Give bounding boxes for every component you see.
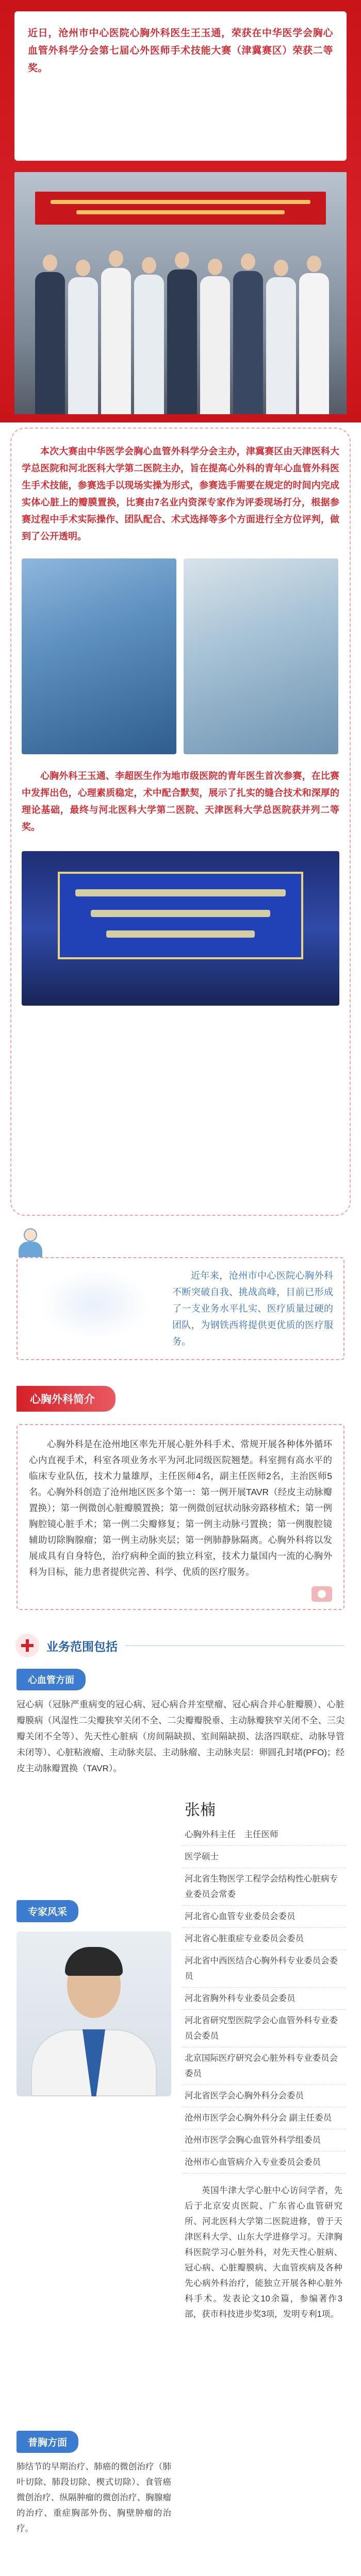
expert-title-item: 河北省胸外科专业委员会委员	[182, 1988, 346, 2010]
expert-title-item: 河北省心血管专业委员会委员	[182, 1906, 346, 1928]
highlight-decoration	[38, 1268, 152, 1341]
expert-title-item: 北京国际医疗研究会心脏外科专业委员会委员	[182, 2047, 346, 2085]
event-paragraph-2: 心胸外科王玉通、李超医生作为地市级医院的青年医生首次参赛，在比赛中发挥出色，心理素质稳定，术中配合默契，展示了扎实的缝合技术和深厚的理论基础，最终与河北医科大学第二医院、天津医科大学总医院获并列二等奖。	[22, 771, 339, 832]
expert-title-item: 河北省医学会心胸外科分会委员	[182, 2085, 346, 2107]
doctor-icon	[18, 1228, 43, 1258]
highlight-box	[17, 1257, 344, 1360]
hero-card	[14, 11, 347, 161]
expert-right-column	[182, 1797, 346, 2322]
thoracic-block	[17, 2431, 171, 2536]
cardiac-tag: 心血管方面	[17, 1669, 86, 1690]
stage-screen	[58, 872, 303, 959]
cardiac-scope-text: 冠心病（冠脉严重病变的冠心病、冠心病合并室壁瘤、冠心病合并心脏瓣膜）、心脏瓣膜病（风湿性二尖瓣狭窄关闭不全、二尖瓣瓣脱垂、主动脉瓣狭窄关闭不全、三尖瓣关闭不全等）、先天性心脏病（房间隔缺损、室间隔缺损、法洛四联症、动脉导管未闭等）、心脏粘液瘤、主动脉夹层、主动脉瘤、主动脉夹层：卵圆孔封堵(PFO)；经皮主动脉瓣置换（TAVR）。	[17, 1700, 344, 1773]
expert-name: 张楠	[185, 1802, 216, 1819]
surgery-practice-photo-1	[22, 558, 176, 754]
scope-title: 业务范围包括	[46, 1639, 118, 1653]
expert-title-item: 河北省生物医学工程学会结构性心脏病专业委员会常委	[182, 1868, 346, 1906]
award-banner	[35, 192, 326, 225]
expert-section	[0, 1797, 361, 2570]
hero-headline: 近日，沧州市中心医院心胸外科医生王玉通，荣获在中华医学会胸心血管外科学分会第七届心外医师手术技能大赛（津冀赛区）荣获二等奖。	[28, 28, 333, 74]
competition-photos	[22, 558, 339, 754]
highlight-text: 近年来，沧州市中心医院心胸外科不断突破自我、挑战高峰，目前已形成了一支业务水平扎实、医疗质量过硬的团队，为钢铁西将提供更优质的医疗服务。	[172, 1270, 333, 1347]
department-title: 心胸外科简介	[17, 1386, 116, 1412]
surgery-practice-photo-2	[184, 558, 338, 754]
camera-icon	[311, 1586, 332, 1602]
expert-title-item: 沧州市医学会胸心血管外科学组委员	[182, 2129, 346, 2151]
doctor-icon-row	[0, 1221, 361, 1257]
expert-title-item: 河北省心脏重症专业委员会委员	[182, 1928, 346, 1950]
expert-title-item: 沧州市医学会心胸外科分会 副主任委员	[182, 2107, 346, 2129]
scope-header	[0, 1634, 361, 1657]
department-intro-text: 心胸外科是在沧州地区率先开展心脏外科手术、常规开展各种体外循环心内直视手术，科室各项业务水平为河北同级医院翘楚。科室拥有高水平的临床专业队伍，技术力量雄厚，主任医师4名，副主任医师2名，主治医师5名。心胸外科创造了沧州地区医多个第一：第一例开展TAVR（经皮主动脉瓣置换）；第一例微创心脏瓣膜置换；第一例微创冠状动脉旁路移植术；第一例胸腔镜心脏手术；第一例二尖瓣修复；第一例主动脉弓置换；第一例腹腔镜辅助切除胸腺瘤；第一例主动脉夹层；第一例肺静脉隔离。心胸外科将以发展成具有自身特色，治疗病种全面的独立科室，技术力量国内一流的心胸外科为目标，能力患者提供完善、科学、优质的医疗服务。	[29, 1439, 332, 1577]
expert-title-item: 沧州市心血管病介入专业委员会委员	[182, 2151, 346, 2174]
expert-title-list	[182, 1824, 346, 2174]
award-group-photo	[14, 172, 347, 414]
thoracic-scope-text: 肺结节的早期治疗、肺癌的微创治疗（肺叶切除、肺段切除、楔式切除）、食管癌微创治疗、纵隔肿瘤的微创治疗、胸腺瘤的治疗、重症胸部外伤、胸壁肿瘤的治疗。	[17, 2462, 171, 2533]
expert-bio: 英国牛津大学心脏中心访问学者，先后于北京安贞医院、广东省心血管研究所、河北医科大学第二医院进修，曾于天津医科大学、山东大学进修学习。天津胸科医院学习心脏外科，对先天性心脏病、冠心病、心脏瓣膜病、大血管疾病及各种先心病外科治疗，能独立开展各种心脏外科手术。发表论文10余篇，参编著作3部，获市科技进步奖3项，发明专利1项。	[185, 2186, 342, 2319]
expert-portrait	[17, 1931, 171, 2096]
expert-title-item: 河北省研究型医院学会心血管外科专业委员会委员	[182, 2010, 346, 2047]
hospital-cross-icon	[15, 1634, 39, 1657]
expert-title-item: 医学硕士	[182, 1846, 346, 1868]
department-intro-box	[17, 1424, 344, 1610]
expert-title-item: 心胸外科主任 主任医师	[182, 1824, 346, 1846]
expert-tag: 专家风采	[17, 1900, 78, 1922]
hero-section	[0, 0, 361, 422]
event-paragraph-1: 本次大赛由中华医学会胸心血管外科学分会主办，津冀赛区由天津医科大学总医院和河北医科大学第二医院主办，旨在提高心外科的青年心血管外科医生手术技能，参赛选手以现场实操为形式，参赛选手需要在规定的时间内完成实体心脏上的瓣膜置换，比赛由7名业内资深专家作为评委现场打分，根据参赛过程中手术实际操作、团队配合、术式选择等多个方面进行全方位评判，做到了公开透明。	[22, 446, 339, 541]
thoracic-tag: 普胸方面	[17, 2431, 78, 2453]
event-section	[0, 422, 361, 1221]
expert-title-item: 河北省中西医结合心胸外科专业委员会委员	[182, 1950, 346, 1988]
expert-left-column	[17, 1900, 171, 2096]
award-stage-photo	[22, 851, 339, 1006]
scope-divider	[125, 1645, 344, 1646]
